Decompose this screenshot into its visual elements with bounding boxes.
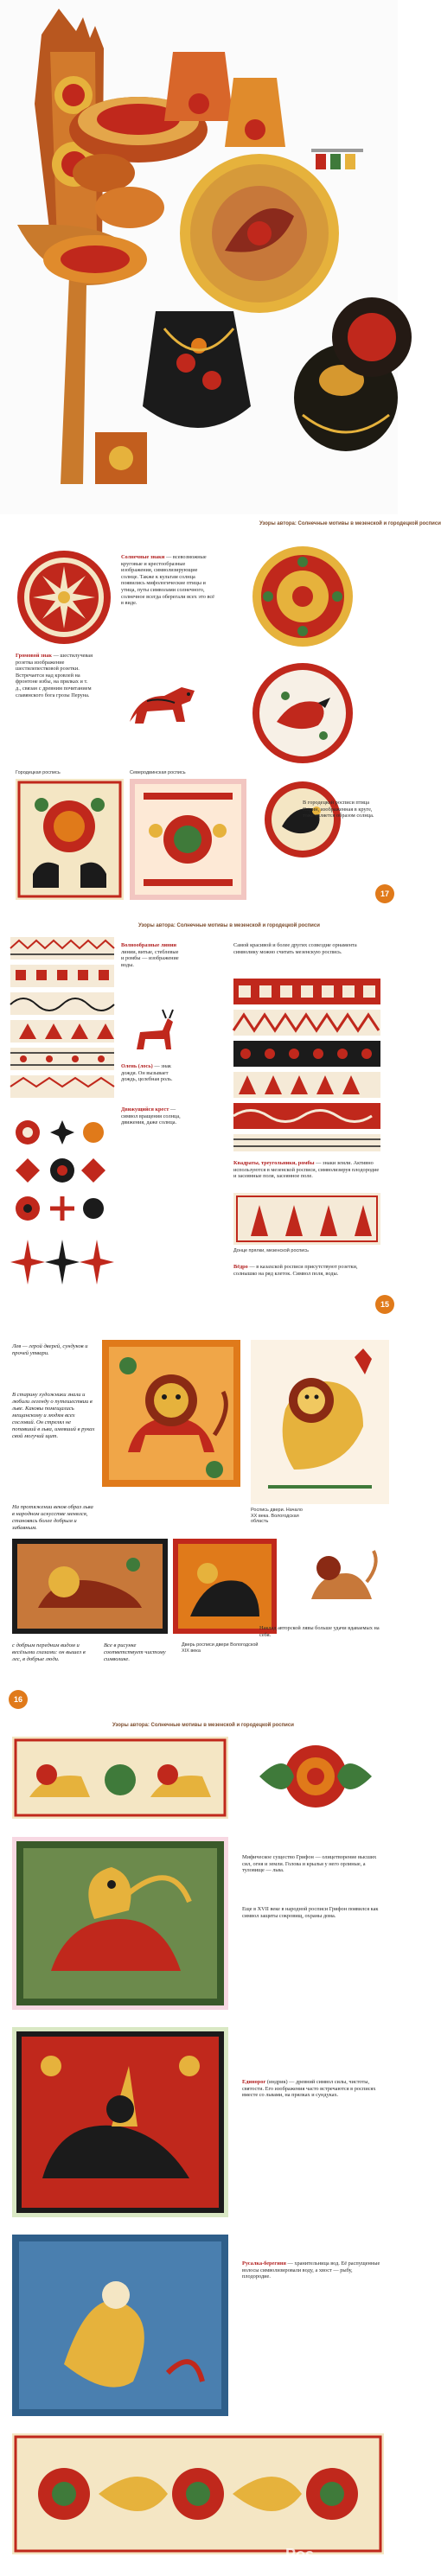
page-number-2: 15 [375, 1295, 394, 1314]
solar-rosette-1 [16, 549, 112, 646]
lion-intro: Лев — герой дверей, сундуков и прочей утвари. [12, 1343, 88, 1356]
plate-dark [332, 297, 412, 377]
unicorn-title: Единорог [242, 2079, 266, 2085]
sirin-note: В городецкой росписи птица Сирин, изображенная в круге, тоже является образом солнца. [303, 800, 374, 819]
griffin-description: Мифическое существо Грифон — олицетворение высших сил, огня и земли. Голова и крылья у него орлиные, а туловище — льва. [242, 1854, 377, 1874]
severodvinsk-panel [130, 779, 246, 900]
mermaid-description [242, 2260, 380, 2280]
horse-figure [112, 670, 216, 739]
water-title: Волнообразные линии [121, 942, 177, 948]
mezen-strips [10, 937, 114, 1101]
spinning-board [233, 1193, 380, 1245]
cross-text: — символ вращения солнца, движения, даже солнца. [121, 1106, 181, 1126]
lion-column-1: В старину художники знали и любили легенду о путешествии в льве. Каковы помещались мещанскому и людям всех сословий. Он стрелял не попавший в льва, имевший в руках свой могучий щит. [12, 1392, 95, 1439]
lion-right-bottom: Наклад авторской лявы больше удачи вдаваемых на себя. [259, 1625, 380, 1638]
lion-small [294, 1530, 389, 1616]
page-number: 17 [375, 884, 394, 903]
flower-ornament [242, 1733, 389, 1820]
bottom-ornament [12, 2433, 384, 2554]
page-number-3: 16 [9, 1690, 28, 1709]
lion-panel-lower [12, 1539, 168, 1634]
lion-column-2: На протяжении веков образ льва в народном искусстве менялся, становясь более добрым и забавным. [12, 1504, 93, 1531]
thunder-description [16, 653, 93, 698]
vase-text: — в казахской росписи присутствуют розетки, солнышко на ряд клеток. Символ поля, воды. [233, 1264, 358, 1277]
lion-panel-right [173, 1539, 277, 1634]
lion-door [251, 1340, 389, 1504]
lion-bottom-2: Все в рисунке соответствует чистому символике. [104, 1642, 166, 1662]
mermaid-title: Русалка-берегиня [242, 2260, 286, 2267]
page-khokhloma [0, 0, 398, 514]
caption-bottom: Дверь росписи двери Вологодской XIX века [182, 1642, 259, 1654]
griffin-painting [16, 1841, 224, 2005]
running-header-2: Узоры автора: Солнечные мотивы в мезенской и городецкой росписи [138, 923, 320, 928]
watermark: Pos [285, 2546, 315, 2563]
caption-vase: Донце прялки, мезенской роспись [233, 1248, 309, 1253]
vase-description [233, 1264, 372, 1277]
north-strips [233, 979, 380, 1151]
plate-large [180, 154, 339, 313]
mermaid-painting [12, 2235, 228, 2416]
deer-figure [128, 1006, 180, 1058]
thunder-title: Громовой знак [16, 653, 52, 659]
running-header: Узоры автора: Солнечные мотивы в мезенской и городецкой росписи [259, 521, 441, 526]
squares-description [233, 1160, 380, 1180]
bird-rosette [251, 661, 355, 765]
thunder-text: — шестилучевая розетка изображение шестилепестковой розетки. Встречается над кровлей на фронтоне избы, на прялках и т. д., связан с древним почитанием славянского бога грозы Перуна. [16, 653, 93, 698]
caption-door: Роспись двери. Начало XX века. Вологодская область [251, 1508, 303, 1524]
squares-text: — знаки земли. Активно используются в мезенской росписи, символизируя плодородие и засеянные поля, засеянное поле. [233, 1160, 380, 1180]
vase-title: Вёдро [233, 1264, 248, 1270]
lion-painting [102, 1340, 240, 1487]
cross-title: Движущийся крест [121, 1106, 169, 1113]
running-header-3: Узоры автора: Солнечные мотивы в мезенской и городецкой росписи [112, 1723, 294, 1728]
cup [95, 432, 147, 484]
cross-description [121, 1106, 182, 1126]
water-text: линии, витые, стеблевые и ромбы — изображение воды. [121, 948, 179, 968]
solar-symbols [10, 1115, 105, 1227]
pin-figures [311, 149, 363, 169]
page-lions [0, 1323, 398, 1716]
unicorn-text: (индрик) — древний символ силы, чистоты, святости. Его изображения часто встречаются в росписях вместе со львами, на прялках и сундуках. [242, 2079, 376, 2099]
page-mythic [0, 1716, 398, 2576]
solar-description [121, 554, 216, 607]
symbol-row-1 [16, 1120, 104, 1145]
gorodets-panel [16, 779, 124, 900]
caption-severodvinsk: Северодвинская роспись [130, 770, 186, 775]
vase [143, 311, 251, 428]
banner-lions [12, 1737, 228, 1819]
deer-description [121, 1063, 182, 1083]
page-ornaments [0, 916, 398, 1323]
solar-text: — всевозможные круговые и крестообразные изображения, символизирующие солнце. Также к культам солнца появились мифологические птицы и утица, путы символами солнечного, солнечное всегда оберегали всех это всё в виде. [121, 554, 214, 607]
unicorn-painting [16, 2031, 224, 2213]
solar-title: Солнечные знаки [121, 554, 165, 560]
page-solar-signs [0, 514, 441, 916]
caption-gorodets: Городецкая роспись [16, 770, 61, 775]
griffin-description-2: Еще в XVII веке в народной росписи Грифон появился как символ защиты сокровищ, охраны дома. [242, 1906, 379, 1919]
squares-title: Квадраты, треугольники, ромбы [233, 1160, 315, 1166]
unicorn-description [242, 2079, 380, 2099]
water-description [121, 942, 182, 968]
right-intro: Самой красивой и более других созвездие орнамента символику можно считать мезенскую роспись. [233, 942, 357, 955]
deer-text: — знак дождя. Он вызывает дождь, целебная роль. [121, 1063, 173, 1083]
khokhloma-photo [0, 0, 398, 514]
mermaid-text: — хранительница вод. Её распущенные волосы символизировали воду, а хвост — рыбу, плодородие. [242, 2260, 380, 2280]
star-rosettes [10, 1236, 114, 1288]
deer-title: Олень (лось) [121, 1063, 153, 1069]
solar-rosette-2 [251, 545, 355, 648]
lion-bottom-1: с добрым передним видом и весёлыми глазами: он вышел в лес, в добрые люди. [12, 1642, 86, 1662]
